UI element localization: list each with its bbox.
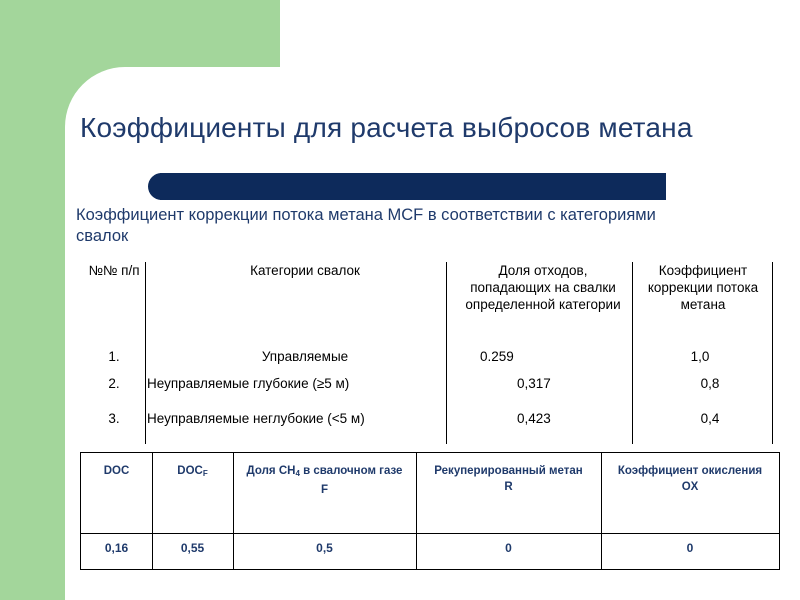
slide-subtitle: Коэффициент коррекции потока метана MCF в соответствии с категориями свалок — [76, 206, 656, 245]
header-docf: $DOC_F$ — [177, 465, 208, 478]
table1-divider-3 — [632, 262, 633, 444]
table2-row-divider — [81, 533, 779, 534]
table1-divider-1 — [145, 262, 146, 444]
row3-share: 0,423 — [517, 411, 551, 426]
row2-num: 2. — [108, 376, 120, 391]
header-oxidation: Коэффициент окисления OX — [617, 465, 763, 493]
header-share: Доля отходов, попадающих на свалки определенной категории — [465, 263, 621, 312]
header-ch4-share: Доля $CH_4$ в свалочном газе F — [246, 465, 403, 496]
row3-category: Неуправляемые неглубокие (<5 м) — [147, 411, 365, 426]
row3-num: 3. — [108, 411, 120, 426]
value-doc: 0,16 — [104, 541, 129, 555]
title-underline-bar — [160, 173, 666, 200]
row1-category: Управляемые — [261, 349, 349, 364]
slide-title: Коэффициенты для расчета выбросов метана — [80, 112, 693, 143]
value-ox: 0 — [686, 541, 694, 555]
value-f: 0,5 — [316, 541, 333, 555]
value-r: 0 — [505, 541, 512, 555]
header-coef: Коэффициент коррекции потока метана — [647, 263, 759, 312]
row3-coef: 0,4 — [700, 411, 720, 426]
header-doc: DOC — [103, 465, 130, 477]
value-docf: 0,55 — [180, 541, 205, 555]
header-num: №№ п/п — [88, 263, 140, 278]
row1-coef: 1,0 — [690, 349, 710, 364]
row2-share: 0,317 — [517, 376, 551, 391]
row2-coef: 0,8 — [700, 376, 720, 391]
row2-category: Неуправляемые глубокие (≥5 м) — [147, 376, 350, 391]
parameters-table — [80, 452, 780, 570]
header-recovered-methane: Рекуперированный метан R — [434, 465, 583, 493]
row1-share: 0.259 — [480, 349, 514, 364]
header-category: Категории свалок — [250, 263, 360, 278]
row1-num: 1. — [108, 349, 120, 364]
